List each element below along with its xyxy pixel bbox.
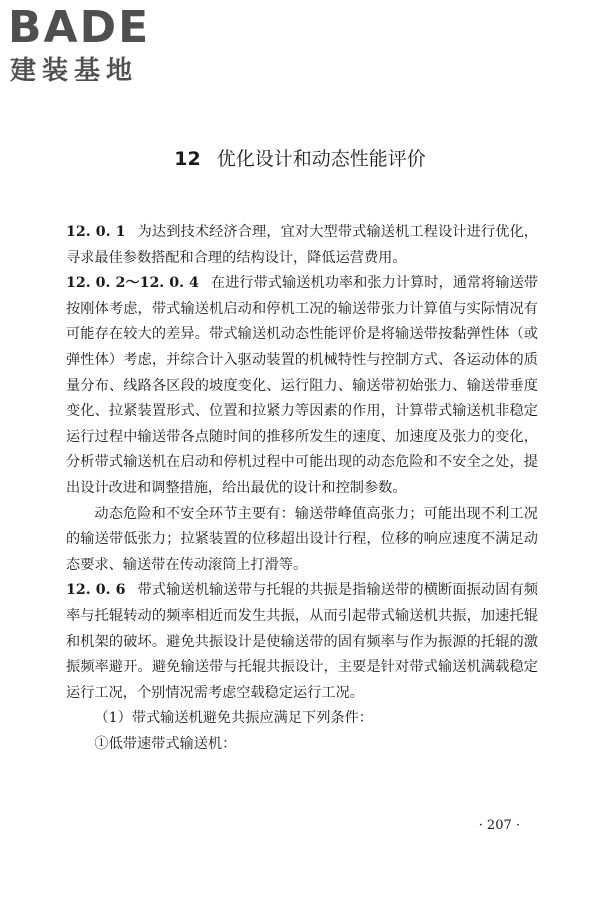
clause-number: 12. 0. 1 [66, 224, 126, 240]
chapter-heading [0, 145, 600, 173]
paragraph-12-0-6 [66, 578, 538, 706]
paragraph-dynamic-risks [66, 502, 538, 579]
paragraph-text: 在进行带式输送机功率和张力计算时，通常将输送带按刚体考虑，带式输送机启动和停机工况的输送带张力计算值与实际情况有可能存在较大的差异。带式输送机动态性能评价是将输送带按黏弹性体（或弹性体）考虑，并综合计入驱动装置的机械特性与控制方式、各运动体的质量分布、线路各区段的坡度变化、运行阻力、输送带初始张力、输送带垂度变化、拉紧装置形式、位置和拉紧力等因素的作用，计算带式输送机非稳定运行过程中输送带各点随时间的推移所发生的速度、加速度及张力的变化，分析带式输送机在启动和停机过程中可能出现的动态危险和不安全之处，提出设计改进和调整措施，给出最优的设计和控制参数。 [66, 275, 538, 496]
paragraph-12-0-1 [66, 220, 538, 271]
paragraph-text: 为达到技术经济合理，宜对大型带式输送机工程设计进行优化，寻求最佳参数搭配和合理的结构设计，降低运营费用。 [66, 224, 538, 266]
body-text [66, 220, 538, 757]
clause-number: 12. 0. 2～12. 0. 4 [66, 275, 199, 292]
paragraph-text: 带式输送机输送带与托辊的共振是指输送带的横断面振动固有频率与托辊转动的频率相近而发生共振，从而引起带式输送机共振，加速托辊和机架的破坏。避免共振设计是使输送带的固有频率与作为振源的托辊的激振频率避开。避免输送带与托辊共振设计，主要是针对带式输送机满载稳定运行工况，个别情况需考虑空载稳定运行工况。 [66, 582, 538, 701]
paragraph-text: 动态危险和不安全环节主要有：输送带峰值高张力；可能出现不利工况的输送带低张力；拉紧装置的位移超出设计行程，位移的响应速度不满足动态要求、输送带在传动滚筒上打滑等。 [66, 505, 538, 573]
page-number: · 207 · [478, 818, 520, 833]
paragraph-text: ①低带速带式输送机： [94, 735, 237, 752]
chapter-number: 12 [174, 148, 201, 170]
chapter-title: 优化设计和动态性能评价 [216, 148, 426, 170]
paragraph-condition-1 [66, 706, 538, 732]
paragraph-text: （1）带式输送机避免共振应满足下列条件： [94, 710, 373, 727]
brand-logo [8, 4, 178, 88]
paragraph-low-speed [66, 732, 538, 758]
paragraph-12-0-2-4 [66, 271, 538, 501]
logo-subtitle: 建装基地 [10, 56, 139, 86]
logo-brand-text: BADE [8, 2, 151, 53]
clause-number: 12. 0. 6 [66, 582, 126, 599]
